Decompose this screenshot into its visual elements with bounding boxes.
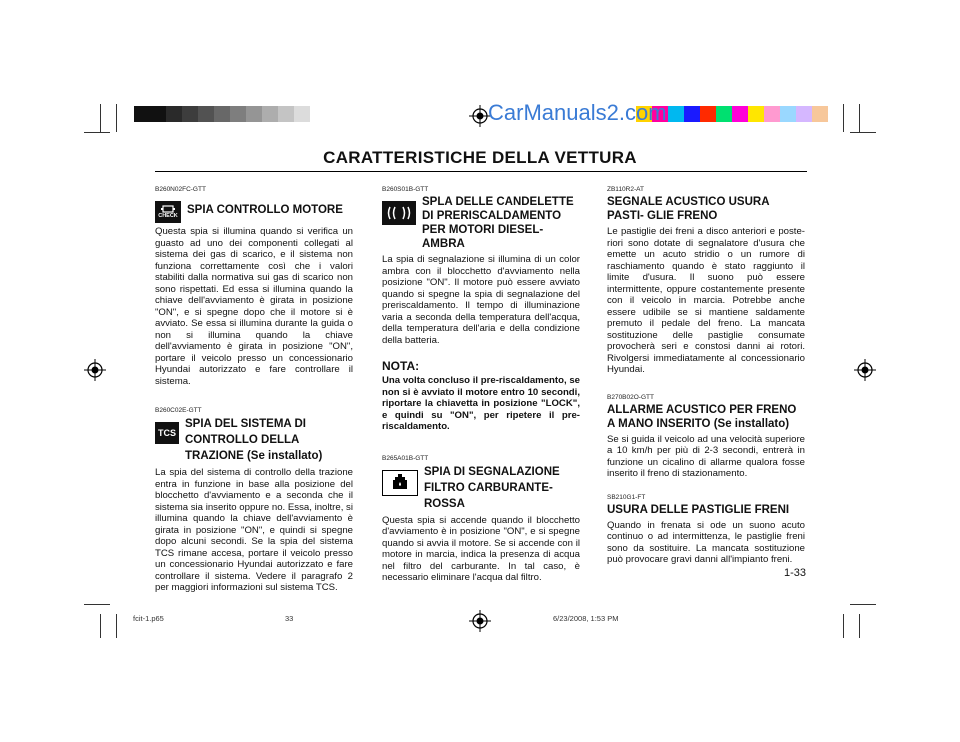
section-fuel-filter: [382, 455, 580, 584]
section-code: B265A01B-GTT: [382, 454, 429, 462]
section-code: B260N02FC-GTT: [155, 186, 206, 193]
section-title: SPIA DEL SISTEMA DI CONTROLLO DELLA TRAZIONE (Se installato): [185, 418, 323, 462]
column-right: [607, 186, 805, 578]
section-title: SPIA CONTROLLO MOTORE: [187, 204, 343, 216]
footer-file: fcit-1.p65: [133, 614, 164, 623]
color-swatch: [812, 106, 828, 122]
color-swatch: [294, 106, 310, 122]
fuel-filter-icon: [382, 470, 418, 496]
color-swatch: [198, 106, 214, 122]
section-engine-check: [155, 186, 353, 387]
section-body: Questa spia si illumina quando si verifica un guasto ad uno dei componenti collegati al sistema dei gas di scarico, e il sistema non funziona correttamente così che i valori stabiliti dalla normativa sui gas di scarico non sono rispettati. Ed essa si illumina quando la chiave dell'avviamento è girata in posizione "ON", e si spegne dopo che il motore si è avviato. Se essa si illumina durante la guida o non si illumina quando la chiave dell'avviamento è girata in posizione "ON", portare il veicolo presso un concessionario Hyundai autorizzato e fare controllare il sistema.: [155, 226, 353, 387]
registration-mark-icon: [854, 359, 876, 381]
section-body: Questa spia si accende quando il blocchetto d'avviamento è in posizione "ON", e si spegne quando si avvia il motore. Se si accende con il motore in marcia, indica la presenza di acqua nel filtro del carburante. In tal caso, è necessario eliminare l'acqua dal filtro.: [382, 514, 580, 583]
crop-mark: [850, 132, 876, 133]
crop-mark: [100, 104, 101, 132]
note-body: Una volta concluso il pre-riscaldamento, se non si è avviato il motore entro 10 secondi, riportare la chiavetta in posizione "LOCK", e quindi su "ON", per ripetere il pre-riscaldamento.: [382, 375, 580, 432]
color-swatch: [246, 106, 262, 122]
column-middle: [382, 186, 580, 596]
color-swatch: [214, 106, 230, 122]
title-rule: [155, 171, 807, 172]
section-title: ALLARME ACUSTICO PER FRENO A MANO INSERITO (Se installato): [607, 403, 797, 430]
section-code: SB210G1-FT: [607, 493, 646, 501]
color-swatch: [278, 106, 294, 122]
page-title: CARATTERISTICHE DELLA VETTURA: [323, 148, 637, 167]
color-swatch: [262, 106, 278, 122]
registration-mark-icon: [84, 359, 106, 381]
crop-mark: [850, 604, 876, 605]
section-tcs: [155, 407, 353, 594]
crop-mark: [859, 614, 860, 638]
crop-mark: [843, 614, 844, 638]
color-swatch: [700, 106, 716, 122]
tcs-icon: TCS: [155, 422, 179, 444]
section-glow-plug: [382, 186, 580, 346]
section-title: USURA DELLE PASTIGLIE FRENI: [607, 503, 790, 516]
crop-mark: [116, 104, 117, 132]
section-body: La spia di segnalazione si illumina di un color ambra con il blocchetto d'avviamento nella posizione "ON". Il motore può essere avviato quando si spegne la spia di segnalazione del preriscaldamento. Il tempo di illuminazione varia a seconda della temperatura dell'acqua, della temperatura dell'aria e della condizione della batteria.: [382, 254, 580, 346]
section-body: Se si guida il veicolo ad una velocità superiore a 10 km/h per più di 2-3 secondi, entrerà in funzione un cicalino di allarme qualora fosse inserito il freno di stazionamento.: [607, 433, 805, 479]
footer-date: 6/23/2008, 1:53 PM: [553, 614, 619, 623]
crop-mark: [843, 104, 844, 132]
color-swatch: [716, 106, 732, 122]
color-swatch: [732, 106, 748, 122]
color-swatch: [134, 106, 150, 122]
section-title: SEGNALE ACUSTICO USURA PASTI- GLIE FRENO: [607, 196, 770, 222]
section-body: Le pastiglie dei freni a disco anteriori e poste- riori sono dotate di segnalatore d'usura che emette un acuto stridio o un rumore di raschiamento quando è stato raggiunto il limite d'usura. Il suono può essere intermittente, oppure costantemente presente con il veicolo in marcia. Potrebbe anche essere udibile se si mantiene saldamente premuto il pedale del freno. La mancata sostituzione delle pastiglie consumate provocherà seri e constosi danni ai rotori. Rivolgersi immediatamente al concessionario Hyundai.: [607, 226, 805, 375]
page-number: 1-33: [783, 567, 806, 579]
section-parking-brake-alarm: [607, 394, 805, 480]
section-body: La spia del sistema di controllo della trazione entra in funzione in base alla posizione del blocchetto d'avviamento e a seconda che il sistema sia inserito oppure no. Essa, inoltre, si illumina quando la chiave dell'avviamento è girata in posizione "ON", e quindi si spegne dopo alcuni secondi. Se la spia del sistema TCS rimane accesa, portare il veicolo presso un concessionario Hyundai autorizzato e fare controllare il sistema. Vedere il paragrafo 2 per maggiori informazioni sul sistema TCS.: [155, 467, 353, 593]
check-icon-label: CHECK: [158, 213, 178, 219]
glow-plug-icon: [382, 201, 416, 225]
crop-mark: [84, 604, 110, 605]
note-title: NOTA:: [382, 359, 420, 373]
crop-mark: [84, 132, 110, 133]
color-swatch: [166, 106, 182, 122]
color-swatch: [764, 106, 780, 122]
color-swatch: [668, 106, 684, 122]
section-body: Quando in frenata si ode un suono acuto continuo o ad intermittenza, le pastiglie freni sono da sostituire. La mancata sostituzione può provocare gravi danni all'impianto freni.: [607, 519, 805, 565]
color-swatch: [780, 106, 796, 122]
section-title: SPLA DELLE CANDELETTE DI PRERISCALDAMENTO PER MOTORI DIESEL-AMBRA: [422, 196, 574, 250]
registration-mark-icon: [469, 610, 491, 632]
section-code: B260C02E-GTT: [155, 407, 202, 414]
section-code: B270B02O-GTT: [607, 393, 654, 401]
watermark: CarManuals2.com: [488, 100, 667, 125]
section-code: B260S01B-GTT: [382, 186, 429, 193]
color-swatch: [796, 106, 812, 122]
color-swatch: [230, 106, 246, 122]
color-swatch: [150, 106, 166, 122]
section-code: ZB110R2-AT: [607, 186, 644, 193]
section-brake-pad-wear: [607, 494, 805, 566]
color-swatch: [748, 106, 764, 122]
footer-page: 33: [285, 614, 294, 623]
crop-mark: [116, 614, 117, 638]
crop-mark: [100, 614, 101, 638]
color-swatch: [182, 106, 198, 122]
crop-mark: [859, 104, 860, 132]
column-left: [155, 186, 353, 606]
section-title: SPIA DI SEGNALAZIONE FILTRO CARBURANTE- ROSSA: [424, 465, 560, 510]
section-brake-wear-sound: [607, 186, 805, 376]
grayscale-color-bar: [134, 106, 310, 122]
check-engine-icon: [155, 201, 181, 223]
color-swatch: [684, 106, 700, 122]
